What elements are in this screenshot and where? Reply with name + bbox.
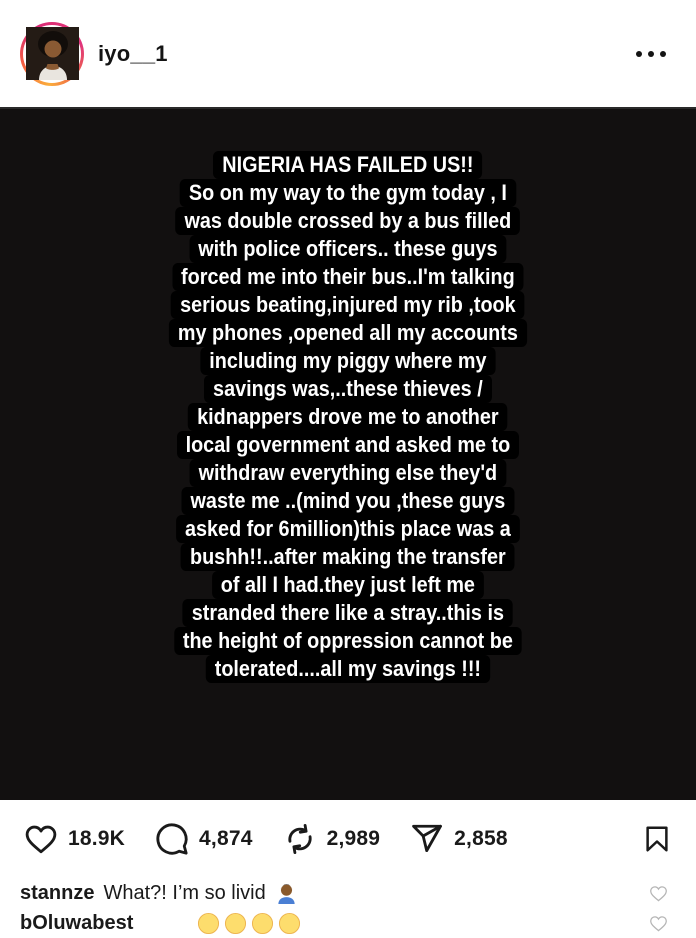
more-options-icon[interactable] <box>630 45 672 63</box>
avatar[interactable] <box>26 27 79 80</box>
post-header <box>0 0 696 107</box>
action-bar <box>0 800 696 878</box>
yellow-face-emoji-row <box>197 912 301 935</box>
heart-icon[interactable] <box>24 822 58 856</box>
yellow-face-emoji <box>278 912 301 935</box>
bookmark-action[interactable] <box>642 824 672 854</box>
comment-like-heart-icon[interactable] <box>649 884 668 903</box>
repost-icon[interactable] <box>283 822 317 856</box>
story-text-line: forced me into their bus..I'm talking <box>172 263 524 291</box>
like-action[interactable] <box>24 822 125 856</box>
share-action[interactable] <box>410 822 508 856</box>
story-text-line: stranded there like a stray..this is <box>183 599 513 627</box>
story-text-line: tolerated....all my savings !!! <box>206 655 490 683</box>
story-text-line: was double crossed by a bus filled <box>176 207 521 235</box>
story-text-line: withdraw everything else they'd <box>190 459 506 487</box>
story-text-line: my phones ,opened all my accounts <box>169 319 527 347</box>
story-text-line: of all I had.they just left me <box>212 571 484 599</box>
like-count: 18.9K <box>68 827 126 850</box>
story-text-line: local government and asked me to <box>177 431 520 459</box>
comment-action[interactable] <box>155 822 253 856</box>
comment-count: 4,874 <box>199 827 253 850</box>
story-text-line: serious beating,injured my rib ,took <box>171 291 525 319</box>
comment-text: What?! I’m so livid <box>103 881 266 904</box>
comment-username[interactable]: bOluwabest <box>20 911 134 934</box>
story-text-line: So on my way to the gym today , I <box>180 179 516 207</box>
share-icon[interactable] <box>410 822 444 856</box>
story-text-line: NIGERIA HAS FAILED US!! <box>213 151 482 179</box>
story-text-line: with police officers.. these guys <box>189 235 506 263</box>
avatar-image <box>26 27 79 80</box>
comment-like-heart-icon[interactable] <box>649 914 668 933</box>
repost-action[interactable] <box>283 822 381 856</box>
comment-icon[interactable] <box>155 822 189 856</box>
post-image[interactable] <box>0 107 696 800</box>
story-text-line: including my piggy where my <box>200 347 495 375</box>
yellow-face-emoji <box>224 912 247 935</box>
repost-count: 2,989 <box>326 827 381 850</box>
story-text-line: waste me ..(mind you ,these guys <box>182 487 515 515</box>
dot <box>660 51 666 57</box>
story-text-line: kidnappers drove me to another <box>188 403 507 431</box>
comment-row-clipped[interactable] <box>0 908 696 938</box>
story-ring[interactable] <box>20 22 84 86</box>
dot <box>648 51 654 57</box>
story-text-line: asked for 6million)this place was a <box>176 515 520 543</box>
yellow-face-emoji <box>251 912 274 935</box>
story-text-block <box>169 151 527 800</box>
yellow-face-emoji <box>197 912 220 935</box>
story-text-line: the height of oppression cannot be <box>174 627 522 655</box>
story-text-line: bushh!!..after making the transfer <box>181 543 515 571</box>
comment-row[interactable] <box>0 878 696 908</box>
story-ring-gap <box>23 25 81 83</box>
man-frowning-dark-skin-tone-emoji <box>275 882 298 905</box>
comment-username[interactable]: stannze <box>20 881 95 904</box>
bookmark-icon[interactable] <box>642 824 672 854</box>
story-text-line: savings was,..these thieves / <box>204 375 492 403</box>
username[interactable]: iyo__1 <box>98 40 168 66</box>
dot <box>636 51 642 57</box>
share-count: 2,858 <box>454 827 508 850</box>
